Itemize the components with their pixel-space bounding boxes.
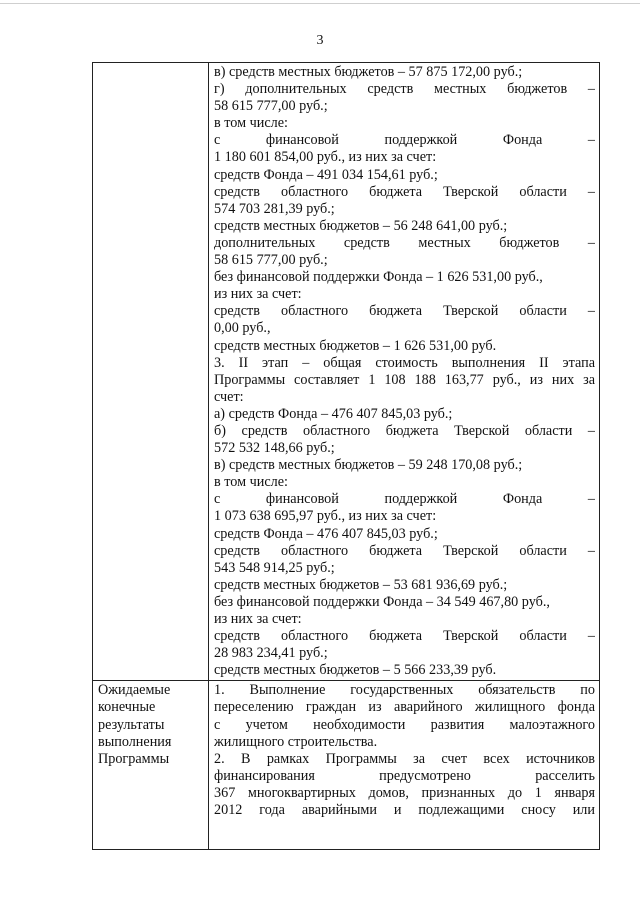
funding-text-line: в том числе: [214,115,288,132]
funding-text-line: 572 532 148,66 руб.; [214,440,335,457]
funding-text-line: Программы составляет 1 108 188 163,77 руб., из них за [214,371,595,388]
results-label-line: Программы [98,750,170,767]
funding-text-line: средств областного бюджета Тверской области – [214,542,595,559]
results-label-line: выполнения [98,733,172,750]
funding-text-line: средств областного бюджета Тверской области – [214,183,595,200]
results-text-line: 2. В рамках Программы за счет всех источников [214,750,595,767]
funding-text-line: с финансовой поддержкой Фонда – [214,132,595,149]
program-passport-table [92,62,600,850]
funding-text-line: 1 180 601 854,00 руб., из них за счет: [214,149,437,166]
funding-details-cell [209,63,600,681]
funding-text-line: 574 703 281,39 руб.; [214,200,335,217]
results-text-line: 2012 года аварийными и подлежащими сносу или [214,802,595,819]
funding-text-line: с финансовой поддержкой Фонда – [214,491,595,508]
scan-top-edge [0,0,640,4]
funding-text-line: без финансовой поддержки Фонда – 34 549 467,80 руб., [214,593,550,610]
funding-text-line: средств Фонда – 476 407 845,03 руб.; [214,525,438,542]
funding-text-line: г) дополнительных средств местных бюджетов – [214,81,595,98]
results-label-line: конечные [98,699,156,716]
results-text-line: с учетом необходимости развития малоэтажного [214,716,595,733]
results-details-cell [209,681,600,850]
results-label-line: Ожидаемые [98,682,171,699]
funding-text-line: 3. II этап – общая стоимость выполнения II этапа [214,354,595,371]
funding-text-line: дополнительных средств местных бюджетов – [214,234,595,251]
results-text-line: 367 многоквартирных домов, признанных до 1 января [214,784,595,801]
funding-text-line: в) средств местных бюджетов – 57 875 172,00 руб.; [214,64,523,80]
results-row [93,681,600,850]
funding-text-line: б) средств областного бюджета Тверской области – [214,422,595,439]
funding-text-line: 1 073 638 695,97 руб., из них за счет: [214,508,437,525]
funding-text-line: счет: [214,388,244,405]
results-text-line: финансирования предусмотрено расселить [214,767,595,784]
results-text-line: жилищного строительства. [214,733,378,750]
funding-row [93,63,600,681]
funding-text-line: средств местных бюджетов – 56 248 641,00 руб.; [214,217,508,234]
funding-text-line: средств областного бюджета Тверской области – [214,303,595,320]
funding-text-line: в) средств местных бюджетов – 59 248 170,08 руб.; [214,457,523,474]
results-label-line: результаты [98,716,165,733]
funding-text-line: в том числе: [214,474,288,491]
funding-text-line: 58 615 777,00 руб.; [214,252,328,269]
funding-text-line: из них за счет: [214,611,302,627]
funding-text-line: 0,00 руб., [214,320,271,337]
funding-text-line: 28 983 234,41 руб.; [214,645,328,662]
funding-text-line: 58 615 777,00 руб.; [214,98,328,115]
funding-text-line: без финансовой поддержки Фонда – 1 626 531,00 руб., [214,269,543,286]
funding-text-line: средств Фонда – 491 034 154,61 руб.; [214,166,438,183]
results-label-cell [93,681,209,850]
funding-text-line: 543 548 914,25 руб.; [214,559,335,576]
funding-text-line: средств областного бюджета Тверской области – [214,628,595,645]
page-number: 3 [316,33,324,48]
funding-text-line: средств местных бюджетов – 5 566 233,39 руб. [214,662,497,679]
results-text-block [214,682,595,848]
funding-text-line: а) средств Фонда – 476 407 845,03 руб.; [214,405,453,422]
funding-text-line: из них за счет: [214,286,302,303]
results-text-line: переселению граждан из аварийного жилищного фонда [214,699,595,716]
funding-label-cell [93,63,209,681]
results-text-line: 1. Выполнение государственных обязательств по [214,682,595,699]
funding-text-line: средств местных бюджетов – 1 626 531,00 руб. [214,337,497,354]
funding-text-line: средств местных бюджетов – 53 681 936,69 руб.; [214,576,508,593]
